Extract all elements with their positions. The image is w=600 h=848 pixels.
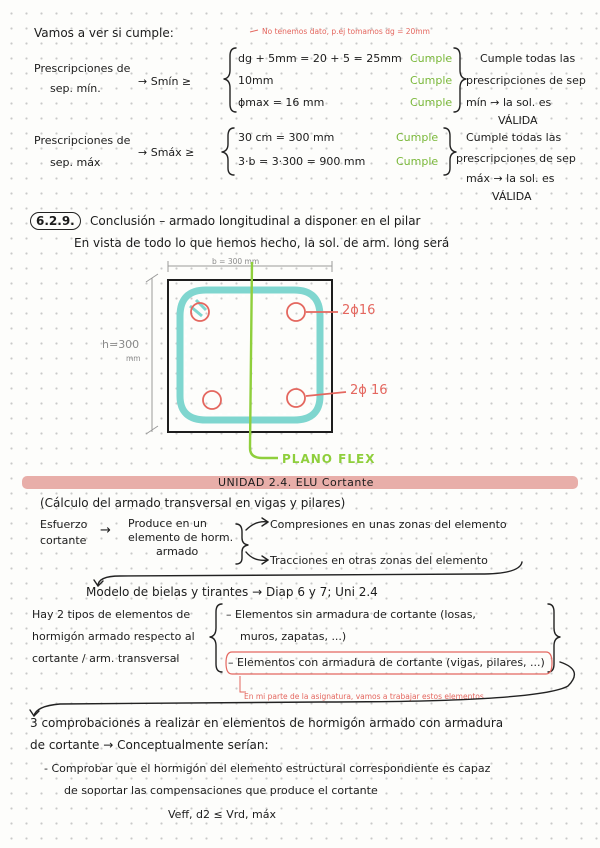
bar-bottom-right	[287, 389, 305, 407]
min-conclusion-3: mín → la sol. es	[466, 96, 552, 109]
min-conclusion-2: prescripciones de sep	[466, 74, 586, 87]
produce-line-3: armado	[156, 545, 199, 558]
tipos-line-1: Hay 2 tipos de elementos de	[32, 608, 191, 621]
elementos-con: – Elementos con armadura de cortante (vigas, pilares, ...)	[228, 656, 545, 669]
unit-subtitle: (Cálculo del armado transversal en vigas y pilares)	[40, 496, 346, 510]
tipos-left-brace	[210, 604, 222, 672]
bullet-line-2: de soportar las compensaciones que produce el cortante	[64, 784, 378, 797]
max-conclusion-2: prescripciones de sep	[456, 152, 576, 165]
max-right-brace	[444, 128, 456, 175]
h-dimension-unit: mm	[126, 354, 141, 363]
max-check-2: Cumple	[396, 155, 439, 168]
esfuerzo-arrow: →	[100, 523, 111, 538]
min-label-2: sep. mín.	[50, 82, 101, 95]
h-dimension-label: h=300	[102, 338, 140, 351]
formula-text: Veff, d2 ≤ Vrd, máx	[168, 808, 276, 821]
min-arrow: → Smín ≥	[138, 75, 192, 88]
tipos-line-2: hormigón armado respecto al	[32, 630, 195, 643]
unit-header: UNIDAD 2.4. ELU Cortante	[218, 476, 374, 489]
tipos-line-3: cortante / arm. transversal	[32, 652, 180, 665]
min-conclusion-4: VÁLIDA	[498, 114, 538, 127]
bottom-bars-label: 2ϕ 16	[350, 383, 388, 398]
max-left-brace	[222, 128, 234, 175]
esfuerzo-label-2: cortante	[40, 534, 87, 547]
min-line-2: 10mm	[238, 74, 274, 87]
produce-line-1: Produce en un	[128, 517, 207, 530]
max-conclusion-3: máx → la sol. es	[466, 172, 555, 185]
max-arrow: → Smáx ≥	[138, 146, 195, 159]
conclusion-subtitle: En vista de todo lo que hemos hecho, la sol. de arm. long será	[74, 236, 450, 250]
elementos-note: En mi parte de la asignatura, vamos a trabajar estos elementos	[244, 692, 484, 701]
compresiones-text: Compresiones en unas zonas del elemento	[270, 518, 507, 531]
tracciones-text: Tracciones en otras zonas del elemento	[270, 554, 488, 567]
min-right-brace	[454, 48, 466, 112]
max-line-2: 3·b = 3·300 = 900 mm	[238, 155, 366, 168]
min-left-brace	[224, 48, 236, 112]
elementos-sin-line-2: muros, zapatas, ...)	[240, 630, 347, 643]
bar-bottom-left	[203, 391, 221, 409]
elementos-note-arrow	[240, 676, 246, 692]
comprobaciones-line-2: de cortante → Conceptualmente serían:	[30, 738, 269, 752]
note-top: No tenemos dato, p.ej tomamos dg = 20mm	[262, 27, 430, 36]
return-arrow	[98, 562, 522, 586]
modelo-text: Modelo de bielas y tirantes → Diap 6 y 7; Uni 2.4	[86, 585, 378, 599]
max-check-1: Cumple	[396, 131, 439, 144]
bottom-bars-leader	[306, 392, 346, 396]
b-dimension-label: b = 300 mm	[212, 257, 260, 266]
min-line-1: dg + 5mm = 20 + 5 = 25mm	[238, 52, 402, 65]
arrow-compresiones	[246, 522, 268, 530]
produce-line-2: elemento de horm.	[128, 531, 234, 544]
min-check-3: Cumple	[410, 96, 453, 109]
h-dimension-line	[146, 274, 158, 434]
conclusion-title: Conclusión – armado longitudinal a disponer en el pilar	[90, 214, 421, 228]
intro-text: Vamos a ver si cumple:	[34, 26, 174, 40]
max-line-1: 30 cm = 300 mm	[238, 131, 335, 144]
max-label-1: Prescripciones de	[34, 134, 131, 147]
note-arrow	[250, 30, 258, 32]
elementos-con-highlight	[226, 652, 552, 674]
top-bars-label: 2ϕ16	[342, 303, 376, 318]
min-label-1: Prescripciones de	[34, 62, 131, 75]
min-check-1: Cumple	[410, 52, 453, 65]
tipos-right-brace	[548, 604, 560, 672]
bar-top-right	[287, 303, 305, 321]
min-check-2: Cumple	[410, 74, 453, 87]
comprobaciones-line-1: 3 comprobaciones a realizar en elementos de hormigón armado con armadura	[30, 716, 504, 730]
bullet-line-1: - Comprobar que el hormigón del elemento estructural correspondiente es capaz	[44, 762, 491, 775]
max-conclusion-1: Cumple todas las	[466, 131, 562, 144]
min-conclusion-1: Cumple todas las	[480, 52, 576, 65]
elementos-sin-line-1: – Elementos sin armadura de cortante (losas,	[226, 608, 476, 621]
esfuerzo-label-1: Esfuerzo	[40, 518, 88, 531]
b-dimension-line	[168, 261, 332, 272]
long-return-arrow	[34, 662, 574, 716]
max-label-2: sep. máx	[50, 156, 101, 169]
arrow-tracciones	[246, 552, 268, 560]
max-conclusion-4: VÁLIDA	[492, 190, 532, 203]
plane-flex-label: PLANO FLEX	[282, 452, 376, 466]
section-number: 6.2.9.	[30, 212, 81, 230]
min-line-3: ϕmax = 16 mm	[238, 96, 325, 109]
